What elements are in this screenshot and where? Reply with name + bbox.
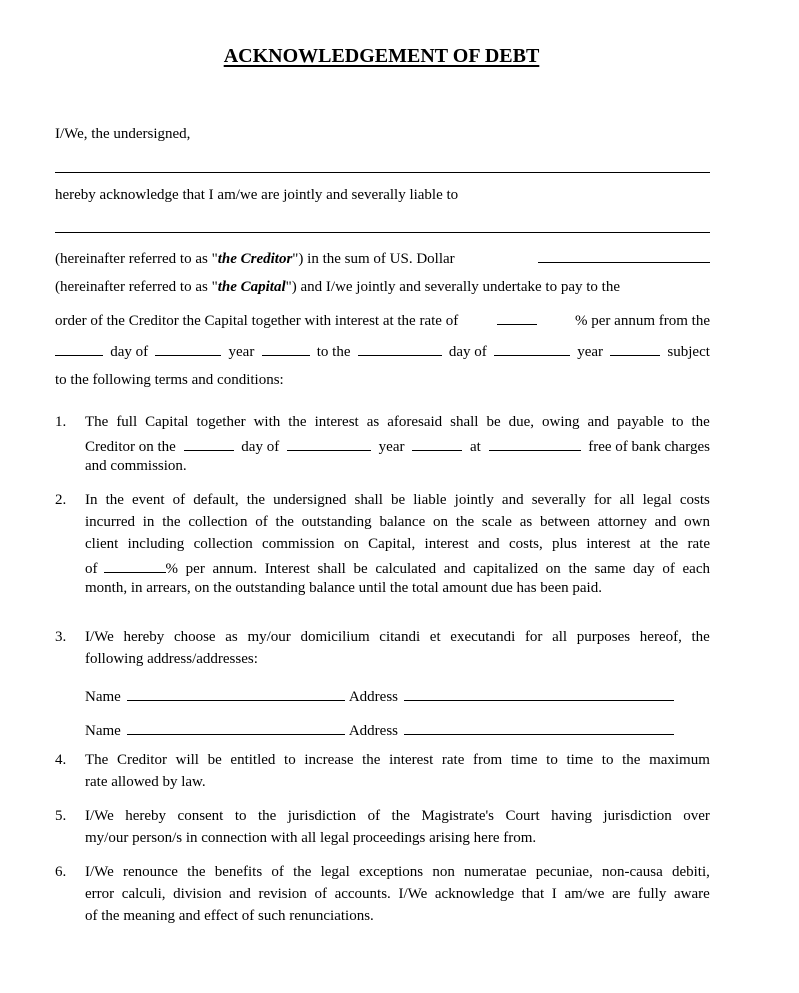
word: shall xyxy=(354,492,383,508)
clause-number: 4. xyxy=(55,752,67,768)
word: and xyxy=(587,414,610,430)
clause-2-line-1 xyxy=(85,492,710,514)
word: I xyxy=(551,886,557,902)
clause-2-line-4 xyxy=(85,558,710,580)
word: for xyxy=(524,629,543,645)
word: revision xyxy=(258,886,307,902)
word: legal xyxy=(642,492,672,508)
word: severally xyxy=(531,492,586,508)
creditor-sum-line xyxy=(55,248,710,268)
word: to xyxy=(546,752,558,768)
name-label: Name xyxy=(85,689,121,705)
word: incurred xyxy=(85,514,135,530)
word: interest xyxy=(424,536,469,552)
word: the xyxy=(455,514,475,530)
clause-1 xyxy=(85,414,710,480)
word: over xyxy=(683,808,710,824)
from-month-field[interactable] xyxy=(155,341,221,356)
word: et xyxy=(429,629,441,645)
word: as xyxy=(366,414,380,430)
word: to xyxy=(601,752,614,768)
word: increase xyxy=(304,752,354,768)
creditor-term: the Creditor xyxy=(217,251,293,267)
word: own xyxy=(684,514,710,530)
word: scale xyxy=(481,514,512,530)
word: from xyxy=(473,752,503,768)
word: non xyxy=(432,864,455,880)
word: and xyxy=(501,492,524,508)
subject-label: subject xyxy=(667,344,710,360)
word: purposes xyxy=(576,629,631,645)
word: balance xyxy=(379,514,426,530)
word: client xyxy=(85,536,119,552)
word: together xyxy=(196,414,246,430)
clause-1-line-2 xyxy=(85,436,710,458)
word: the xyxy=(659,536,679,552)
clause-6 xyxy=(85,864,710,930)
bank-charges-text: free of bank charges xyxy=(588,439,710,455)
word: that xyxy=(521,886,545,902)
word: I/We xyxy=(85,864,114,880)
clause-2 xyxy=(85,492,710,602)
clause-number: 6. xyxy=(55,864,67,880)
domicilium-address-field[interactable] xyxy=(404,720,674,735)
word: full xyxy=(116,414,138,430)
word: including xyxy=(127,536,185,552)
clause-5-line-1 xyxy=(85,808,710,830)
word: event xyxy=(132,492,165,508)
word: executandi xyxy=(450,629,516,645)
default-rate-field[interactable] xyxy=(104,558,166,573)
word: of xyxy=(172,492,186,508)
word: jurisdiction xyxy=(287,808,357,824)
payment-month-field[interactable] xyxy=(287,436,371,451)
clause-3-line-1 xyxy=(85,629,710,651)
capital-line xyxy=(55,279,710,296)
word: consent xyxy=(177,808,224,824)
payment-year-field[interactable] xyxy=(412,436,462,451)
year-label: year xyxy=(228,344,255,360)
word: exceptions xyxy=(358,864,424,880)
word: plus xyxy=(552,536,578,552)
word: in xyxy=(142,514,155,530)
clause-2-line-5: month, in arrears, on the outstanding balance until the total amount due has been paid. xyxy=(85,580,602,596)
word: payable xyxy=(617,414,664,430)
word: my/our xyxy=(247,629,291,645)
clause-number: 1. xyxy=(55,414,67,430)
word: domicilium xyxy=(300,629,370,645)
word: division xyxy=(173,886,222,902)
word: will xyxy=(175,752,199,768)
word: entitled xyxy=(230,752,276,768)
word: acknowledge xyxy=(434,886,515,902)
name-label: Name xyxy=(85,723,121,739)
clause-number: 3. xyxy=(55,629,67,645)
word: aforesaid xyxy=(387,414,443,430)
word: the xyxy=(691,629,710,645)
word: I/We xyxy=(398,886,428,902)
word: be xyxy=(207,752,222,768)
to-day-field[interactable] xyxy=(358,341,442,356)
clause-1-line-1 xyxy=(85,414,710,436)
period-line xyxy=(55,341,710,361)
word: at xyxy=(639,536,651,552)
word: the xyxy=(275,514,294,530)
word: having xyxy=(551,808,592,824)
clause-2-line-3 xyxy=(85,536,710,558)
word: interest xyxy=(586,536,631,552)
word: pecuniae, xyxy=(535,864,593,880)
word: the xyxy=(257,808,277,824)
interest-rate-field[interactable] xyxy=(497,310,537,325)
word: the xyxy=(691,414,710,430)
domicilium-row xyxy=(85,686,674,706)
word: maximum xyxy=(649,752,710,768)
creditor-pre: (hereinafter referred to as " xyxy=(55,251,218,267)
word: default, xyxy=(193,492,239,508)
of-label: of xyxy=(85,561,98,577)
to-the-label: to the xyxy=(316,344,351,360)
word: shall xyxy=(450,414,479,430)
word: debiti, xyxy=(671,864,710,880)
word: on xyxy=(433,514,449,530)
word: liable xyxy=(413,492,447,508)
creditor-name-field[interactable] xyxy=(55,232,710,233)
word: the xyxy=(362,752,381,768)
word: be xyxy=(486,414,501,430)
word: attorney xyxy=(597,514,647,530)
word: numeratae xyxy=(464,864,527,880)
word: collection xyxy=(193,536,253,552)
word: between xyxy=(539,514,590,530)
word: to xyxy=(671,414,684,430)
word: jurisdiction xyxy=(603,808,672,824)
word: with xyxy=(253,414,281,430)
word: The xyxy=(85,414,109,430)
day-of-label-2: day of xyxy=(448,344,487,360)
word: rate xyxy=(687,536,710,552)
domicilium-address-field[interactable] xyxy=(404,686,674,701)
domicilium-name-field[interactable] xyxy=(127,686,345,701)
clause-6-line-2 xyxy=(85,886,710,908)
word: and xyxy=(229,886,251,902)
clause-3 xyxy=(85,629,710,673)
address-label: Address xyxy=(348,723,398,739)
word: interest xyxy=(314,414,359,430)
word: jointly xyxy=(454,492,494,508)
debtor-name-field[interactable] xyxy=(55,172,710,173)
clause-4 xyxy=(85,752,710,796)
capital-pre: (hereinafter referred to as " xyxy=(55,279,218,295)
word: the xyxy=(246,492,266,508)
clause-4-line-1 xyxy=(85,752,710,774)
word: and xyxy=(477,536,500,552)
word: I/We xyxy=(85,808,114,824)
at-label: at xyxy=(469,439,481,455)
day-of-label: day of xyxy=(110,344,149,360)
word: the xyxy=(162,514,181,530)
word: rate xyxy=(441,752,465,768)
word: the xyxy=(622,752,641,768)
from-day-field[interactable] xyxy=(55,341,103,356)
creditor-post: ") in the sum of US. Dollar xyxy=(292,251,455,267)
clause-3-line-2: following address/addresses: xyxy=(85,651,258,667)
word: hereof, xyxy=(639,629,682,645)
acknowledge-text: hereby acknowledge that I am/we are jointly and severally liable to xyxy=(55,187,459,203)
year-label: year xyxy=(378,439,405,455)
word: the xyxy=(288,414,307,430)
capital-term: the Capital xyxy=(217,279,286,295)
word: hereby xyxy=(123,629,165,645)
word: the xyxy=(293,864,312,880)
word: accounts. xyxy=(334,886,391,902)
word: as xyxy=(519,514,533,530)
creditor-on-the: Creditor on the xyxy=(85,439,176,455)
word: Capital, xyxy=(368,536,416,552)
clause-2-line-2 xyxy=(85,514,710,536)
interest-rate-line xyxy=(55,310,710,330)
domicilium-row xyxy=(85,720,674,740)
word: fully xyxy=(638,886,667,902)
word: for xyxy=(593,492,612,508)
word: costs, xyxy=(508,536,543,552)
word: time xyxy=(566,752,594,768)
clause-5-line-2: my/our person/s in connection with all legal proceedings arising here from. xyxy=(85,830,537,846)
word: aware xyxy=(674,886,710,902)
undersigned-label: I/We, the undersigned, xyxy=(55,126,191,142)
word: Capital xyxy=(145,414,189,430)
word: to xyxy=(234,808,247,824)
document-title xyxy=(0,45,763,68)
word: hereby xyxy=(125,808,167,824)
word: calculi, xyxy=(121,886,166,902)
clause-6-line-3: of the meaning and effect of such renunciations. xyxy=(85,908,374,924)
word: benefits xyxy=(214,864,263,880)
clause-number: 2. xyxy=(55,492,67,508)
word: undersigned xyxy=(273,492,347,508)
word: as xyxy=(225,629,238,645)
to-year-field[interactable] xyxy=(610,341,660,356)
word: Creditor xyxy=(116,752,167,768)
word: Court xyxy=(505,808,540,824)
word: non-causa xyxy=(601,864,663,880)
year-label-2: year xyxy=(577,344,604,360)
word: am/we xyxy=(564,886,605,902)
word: due, xyxy=(508,414,535,430)
order-text: order of the Creditor the Capital together with interest at the rate of xyxy=(55,313,459,329)
word: legal xyxy=(320,864,350,880)
word: choose xyxy=(173,629,216,645)
word: the xyxy=(391,808,410,824)
clause-number: 5. xyxy=(55,808,67,824)
word: Magistrate's xyxy=(421,808,495,824)
word: of xyxy=(314,886,327,902)
word: to xyxy=(284,752,296,768)
address-label: Address xyxy=(348,689,398,705)
word: owing xyxy=(542,414,580,430)
payment-place-field[interactable] xyxy=(489,436,581,451)
per-annum-text: % per annum from the xyxy=(575,313,710,329)
word: all xyxy=(552,629,568,645)
word: all xyxy=(619,492,635,508)
creditor-definition xyxy=(55,251,455,268)
sum-amount-field[interactable] xyxy=(538,248,710,263)
word: of xyxy=(271,864,284,880)
word: commission xyxy=(262,536,335,552)
word: the xyxy=(105,492,124,508)
clause-1-line-3: and commission. xyxy=(85,458,187,474)
word: time xyxy=(510,752,538,768)
terms-heading: to the following terms and conditions: xyxy=(55,372,284,388)
word: of xyxy=(367,808,381,824)
word: costs xyxy=(679,492,710,508)
title-text: ACKNOWLEDGEMENT OF DEBT xyxy=(223,45,540,67)
word: of xyxy=(255,514,268,530)
from-year-field[interactable] xyxy=(262,341,310,356)
word: renounce xyxy=(122,864,178,880)
word: The xyxy=(85,752,109,768)
day-of-label: day of xyxy=(241,439,280,455)
clause-6-line-1 xyxy=(85,864,710,886)
domicilium-name-field[interactable] xyxy=(127,720,345,735)
word: the xyxy=(187,864,206,880)
word: are xyxy=(612,886,631,902)
word: citandi xyxy=(379,629,421,645)
word: on xyxy=(343,536,359,552)
clause-5 xyxy=(85,808,710,852)
to-month-field[interactable] xyxy=(494,341,570,356)
word: error xyxy=(85,886,115,902)
word: interest xyxy=(389,752,434,768)
payment-day-field[interactable] xyxy=(184,436,234,451)
word: collection xyxy=(188,514,248,530)
capital-post: ") and I/we jointly and severally undertake to pay to the xyxy=(285,279,620,295)
capitalization-text: % per annum. Interest shall be calculated and capitalized on the same day of each xyxy=(165,561,710,577)
word: be xyxy=(390,492,406,508)
word: I/We xyxy=(85,629,114,645)
word: and xyxy=(654,514,677,530)
word: In xyxy=(85,492,98,508)
clause-4-line-2: rate allowed by law. xyxy=(85,774,206,790)
word: outstanding xyxy=(301,514,372,530)
